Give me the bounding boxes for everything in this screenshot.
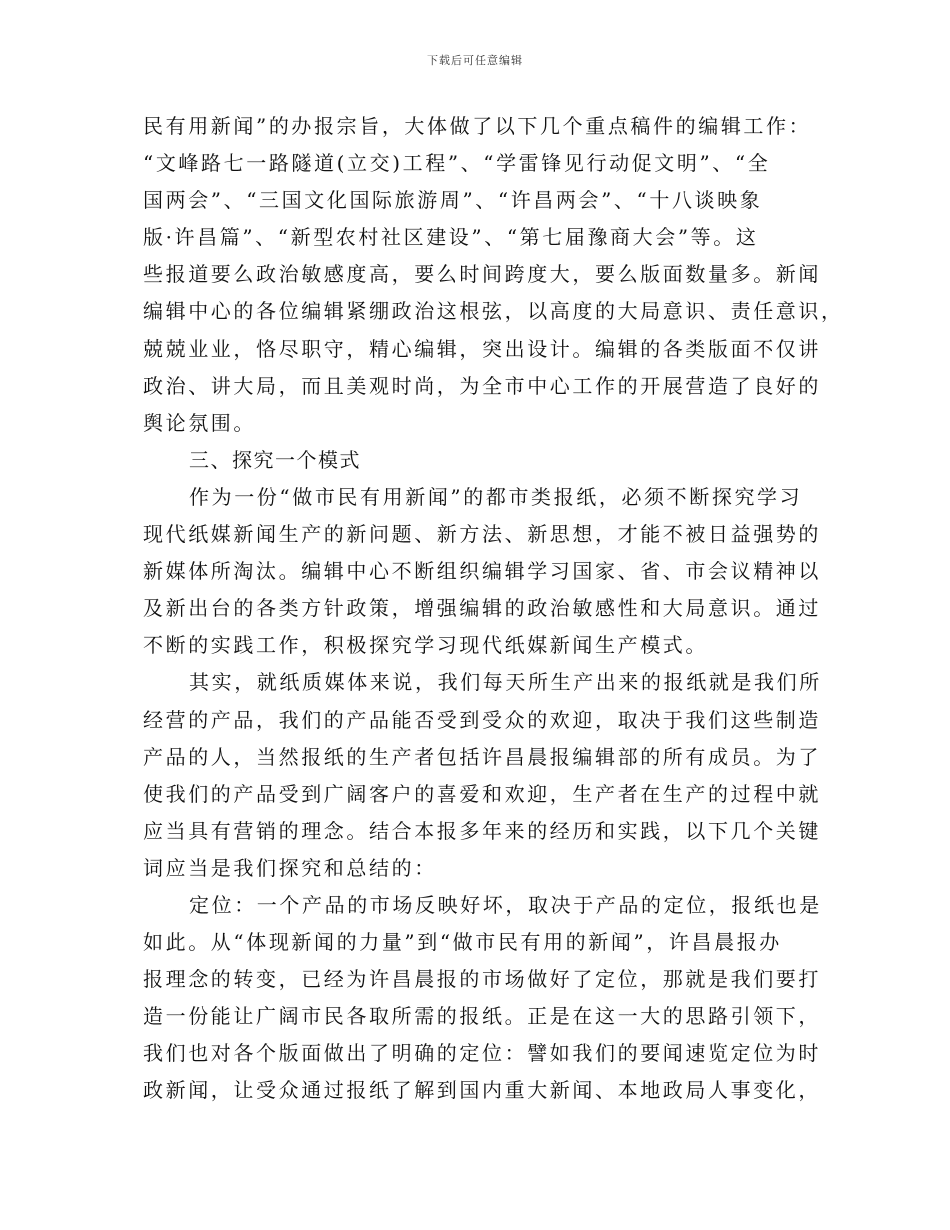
body-line: 国两会”、“三国文化国际旅游周”、“许昌两会”、“十八谈映象 [143, 188, 763, 213]
paragraph-first-line: 其实，就纸质媒体来说，我们每天所生产出来的报纸就是我们所 [189, 670, 822, 695]
body-line: 产品的人，当然报纸的生产者包括许昌晨报编辑部的所有成员。为了 [143, 744, 821, 769]
body-line: 政治、讲大局，而且美观时尚，为全市中心工作的开展营造了良好的 [143, 373, 821, 398]
body-line: 民有用新闻”的办报宗旨，大体做了以下几个重点稿件的编辑工作： [143, 114, 812, 138]
paragraph-first-line: 定位：一个产品的市场反映好坏，取决于产品的定位，报纸也是 [189, 892, 822, 917]
page-header-note: 下载后可任意编辑 [427, 54, 523, 67]
body-line: 兢兢业业，恪尽职守，精心编辑，突出设计。编辑的各类版面不仅讲 [143, 336, 821, 361]
body-line: 造一份能让广阔市民各取所需的报纸。正是在这一大的思路引领下， [143, 1004, 821, 1029]
body-line: 版·许昌篇”、“新型农村社区建设”、“第七届豫商大会”等。这 [143, 225, 759, 250]
body-line: 我们也对各个版面做出了明确的定位：譬如我们的要闻速览定位为时 [143, 1041, 821, 1066]
body-line: 报理念的转变，已经为许昌晨报的市场做好了定位，那就是我们要打 [143, 967, 821, 992]
body-line: 些报道要么政治敏感度高，要么时间跨度大，要么版面数量多。新闻 [143, 262, 821, 287]
body-line: “文峰路七一路隧道(立交)工程”、“学雷锋见行动促文明”、“全 [143, 151, 771, 176]
body-line: 及新出台的各类方针政策，增强编辑的政治敏感性和大局意识。通过 [143, 596, 821, 621]
body-line: 新媒体所淘汰。编辑中心不断组织编辑学习国家、省、市会议精神以 [143, 559, 821, 584]
body-line: 政新闻，让受众通过报纸了解到国内重大新闻、本地政局人事变化， [143, 1078, 821, 1103]
body-line: 舆论氛围。 [143, 410, 256, 435]
body-line: 经营的产品，我们的产品能否受到受众的欢迎，取决于我们这些制造 [143, 707, 821, 732]
body-line: 现代纸媒新闻生产的新问题、新方法、新思想，才能不被日益强势的 [143, 522, 821, 547]
body-line: 应当具有营销的理念。结合本报多年来的经历和实践，以下几个关键 [143, 818, 821, 843]
body-line: 不断的实践工作，积极探究学习现代纸媒新闻生产模式。 [143, 633, 708, 658]
body-line: 如此。从“体现新闻的力量”到“做市民有用的新闻”，许昌晨报办 [143, 930, 782, 955]
paragraph-first-line: 作为一份“做市民有用新闻”的都市类报纸，必须不断探究学习 [189, 484, 803, 509]
document-body [143, 108, 844, 1110]
body-line: 词应当是我们探究和总结的： [143, 855, 437, 880]
section-heading: 三、探究一个模式 [189, 447, 361, 472]
body-line: 编辑中心的各位编辑紧绷政治这根弦，以高度的大局意识、责任意识， [143, 299, 844, 324]
body-line: 使我们的产品受到广阔客户的喜爱和欢迎，生产者在生产的过程中就 [143, 781, 821, 806]
